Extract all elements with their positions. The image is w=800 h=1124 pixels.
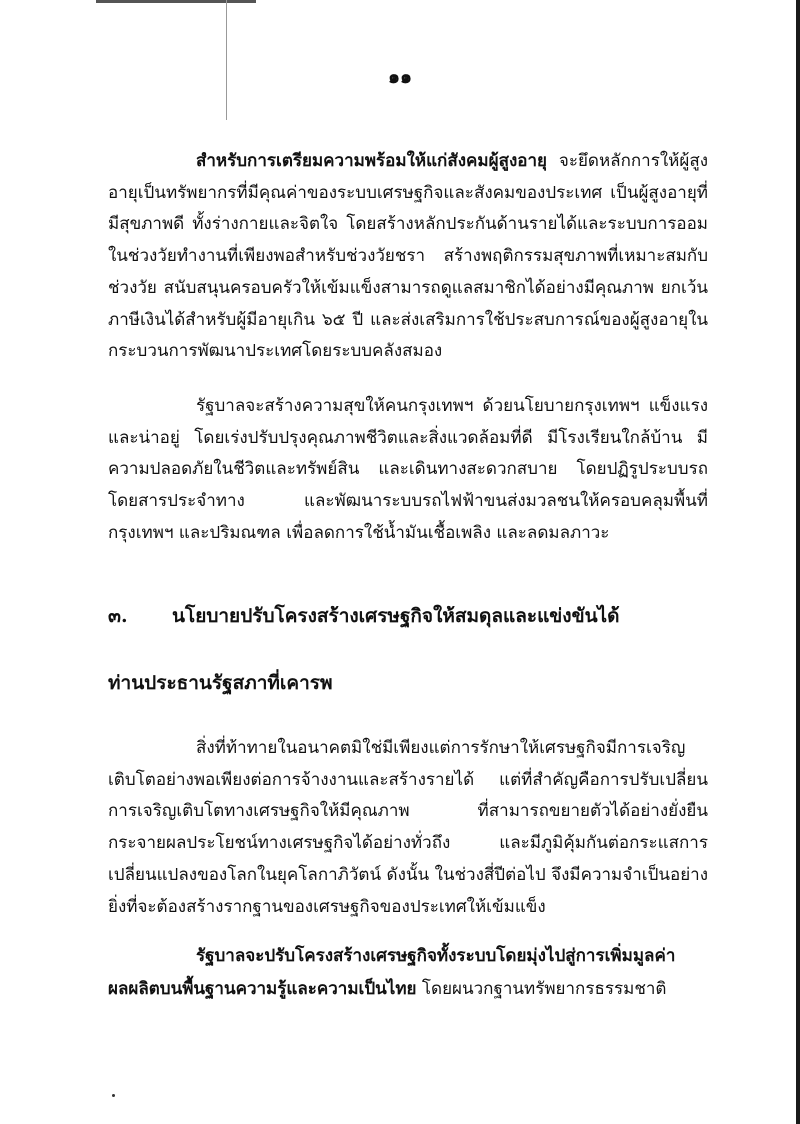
paragraph-bangkok xyxy=(108,391,708,550)
section-title: นโยบายปรับโครงสร้างเศรษฐกิจให้สมดุลและแข่งขันได้ xyxy=(172,605,620,627)
paragraph-text: สิ่งที่ท้าทายในอนาคตมิใช่มีเพียงแต่การรักษาให้เศรษฐกิจมีการเจริญเติบโตอย่างพอเพียงต่อการจ้างงานและสร้างรายได้ แต่ที่สำคัญคือการปรับเปลี่ยนการเจริญเติบโตทางเศรษฐกิจให้มีคุณภาพ ที่สามารถขยายตัวได้อย่างยั่งยืน กระจายผลประโยชน์ทางเศรษฐกิจได้อย่างทั่วถึง และมีภูมิคุ้มกันต่อกระแสการเปลี่ยนแปลงของโลกในยุคโลกาภิวัตน์ ดังนั้น ในช่วงสี่ปีต่อไป จึงมีความจำเป็นอย่างยิ่งที่จะต้องสร้างรากฐานของเศรษฐกิจของประเทศให้เข้มแข็ง xyxy=(108,738,708,917)
section-number: ๓. xyxy=(108,605,128,627)
paragraph-text: โดยผนวกฐานทรัพยากรธรรมชาติ xyxy=(416,979,667,999)
paragraph-text: จะยึดหลักการให้ผู้สูงอายุเป็นทรัพยากรที่มีคุณค่าของระบบเศรษฐกิจและสังคมของประเทศ เป็นผู้สูงอายุที่มีสุขภาพดี ทั้งร่างกายและจิตใจ โดยสร้างหลักประกันด้านรายได้และระบบการออมในช่วงวัยทำงานที่เพียงพอสำหรับช่วงวัยชรา สร้างพฤติกรรมสุขภาพที่เหมาะสมกับช่วงวัย สนับสนุนครอบครัวให้เข้มแข็งสามารถดูแลสมาชิกได้อย่างมีคุณภาพ ยกเว้นภาษีเงินได้สำหรับผู้มีอายุเกิน ๖๕ ปี และส่งเสริมการใช้ประสบการณ์ของผู้สูงอายุในกระบวนการพัฒนาประเทศโดยระบบคลังสมอง xyxy=(108,151,708,362)
scan-dot xyxy=(112,1094,115,1097)
paragraph-restructure xyxy=(108,940,708,1006)
paragraph-bold-lead: รัฐบาลจะปรับโครงสร้างเศรษฐกิจทั้งระบบโดยมุ่งไปสู่การเพิ่มมูลค่าผลผลิตบนพื้นฐานความรู้และความเป็นไทย xyxy=(108,946,676,999)
paragraph-bold-lead: สำหรับการเตรียมความพร้อมให้แก่สังคมผู้สูงอายุ xyxy=(196,151,547,171)
scan-artifact-line xyxy=(226,0,227,120)
paragraph-challenges xyxy=(108,733,708,923)
page-number: ๑๑ xyxy=(387,66,413,88)
scan-artifact-right-edge xyxy=(796,0,800,1124)
section-heading xyxy=(108,601,708,631)
paragraph-elderly-society xyxy=(108,146,708,368)
scan-artifact-top xyxy=(96,0,256,3)
paragraph-text: รัฐบาลจะสร้างความสุขให้คนกรุงเทพฯ ด้วยนโยบายกรุงเทพฯ แข็งแรงและน่าอยู่ โดยเร่งปรับปรุงคุณภาพชีวิตและสิ่งแวดล้อมที่ดี มีโรงเรียนใกล้บ้าน มีความปลอดภัยในชีวิตและทรัพย์สิน และเดินทางสะดวกสบาย โดยปฏิรูประบบรถโดยสารประจำทาง และพัฒนาระบบรถไฟฟ้าขนส่งมวลชนให้ครอบคลุมพื้นที่กรุงเทพฯ และปริมณฑล เพื่อลดการใช้น้ำมันเชื้อเพลิง และลดมลภาวะ xyxy=(108,396,708,543)
address-heading: ท่านประธานรัฐสภาที่เคารพ xyxy=(108,672,333,694)
